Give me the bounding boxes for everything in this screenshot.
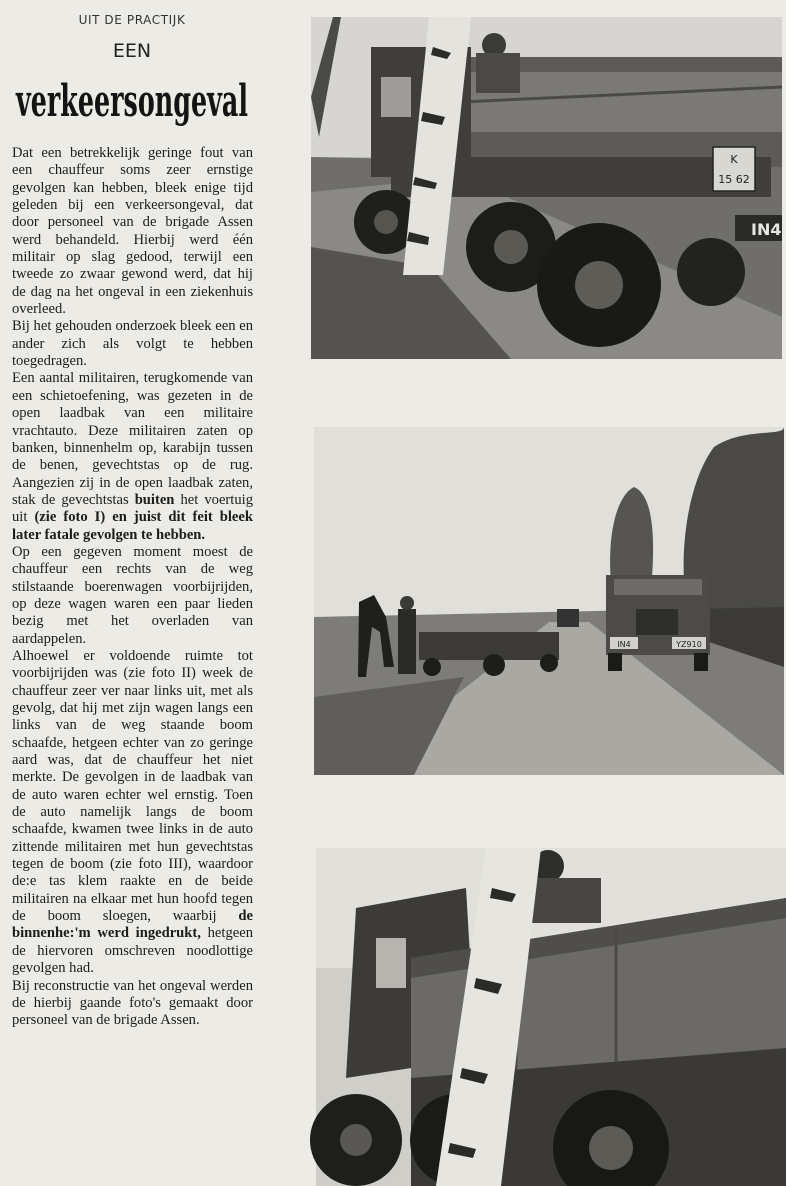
paragraph-text: Bij reconstructie van het ongeval werden de hierbij gaande foto's gemaakt door personeel van de brigade Assen.	[12, 977, 253, 1029]
truck-side-plate: IN4	[751, 220, 782, 239]
photo-one	[311, 17, 782, 359]
article-paragraph	[12, 318, 253, 370]
paragraph-text: hetgeen de hiervoren omschreven noodlottige gevolgen had.	[12, 925, 253, 977]
emphasis-text: buiten	[134, 491, 175, 508]
article-title-text: verkeersongeval	[15, 76, 249, 127]
article-paragraph	[12, 544, 253, 648]
paragraph-text: Bij het gehouden onderzoek bleek een en ander zich als volgt te hebben toegedragen.	[12, 318, 253, 370]
emphasis-text: (zie foto I) en juist dit feit bleek later fatale gevolgen te hebben.	[12, 509, 253, 543]
section-kicker: UIT DE PRACTIJK	[78, 13, 186, 27]
article-title	[14, 76, 250, 127]
article-paragraph	[12, 370, 253, 543]
paragraph-text: Dat een betrekkelijk geringe fout van een chauffeur soms zeer ernstige gevolgen kan hebben, bleek enige tijd geleden bij een verkeersongeval, dat door personeel van de brigade Assen werd behandeld. Hierbij werd één militair op slag gedood, terwijl een tweede zo zwaar gewond werd, dat hij de dag na het ongeval in een ziekenhuis overleed.	[12, 145, 253, 318]
paragraph-text: het voertuig uit	[12, 491, 253, 526]
article-paragraph	[12, 648, 253, 978]
truck-front-plate-right: YZ910	[676, 640, 702, 649]
article-paragraph	[12, 978, 253, 1030]
photo-two	[314, 427, 784, 775]
paragraph-text: Alhoewel er voldoende ruimte tot voorbijrijden was (zie foto II) week de chauffeur zeer ver naar links uit, met als gevolg, dat hij met zijn wagen langs een links van de weg staande boom schaafde, hetgeen echter van zo geringe aard was, dat de chauffeur het niet merkte. De gevolgen in de laadbak van de auto waren echter wel ernstig. Toen de auto namelijk langs de boom schaafde, kwamen twee links in de auto zittende militairen met hun gevechtstas tegen de boom (zie foto III), waardoor de:e tas klem raakte en de beide militairen na elkaar met hun hoofd tegen de boom sloegen, waarbij	[12, 647, 253, 925]
truck-front-plate-left: IN4	[617, 640, 631, 649]
photo-three	[316, 848, 786, 1186]
truck-plate-top: K	[730, 153, 738, 166]
paragraph-text: Een aantal militairen, terugkomende van een schietoefening, was gezeten in de open laadbak van een militaire vrachtauto. Deze militairen zaten op banken, binnenhelm op, karabijn tussen de benen, gevechtstas op de rug. Aangezien zij in de open laadbak zaten, stak de gevechtstas	[12, 370, 253, 508]
paragraph-text: Op een gegeven moment moest de chauffeur een rechts van de weg stilstaande boerenwagen voorbijrijden, op deze wagen waren een paar lieden bezig met het overladen van aardappelen.	[12, 543, 253, 647]
article-body	[12, 145, 253, 1030]
article-paragraph	[12, 145, 253, 318]
truck-plate-bottom: 15 62	[718, 173, 750, 186]
article-subtitle: EEN	[112, 40, 152, 62]
emphasis-text: de binnenhe:'m werd ingedrukt,	[12, 908, 253, 942]
